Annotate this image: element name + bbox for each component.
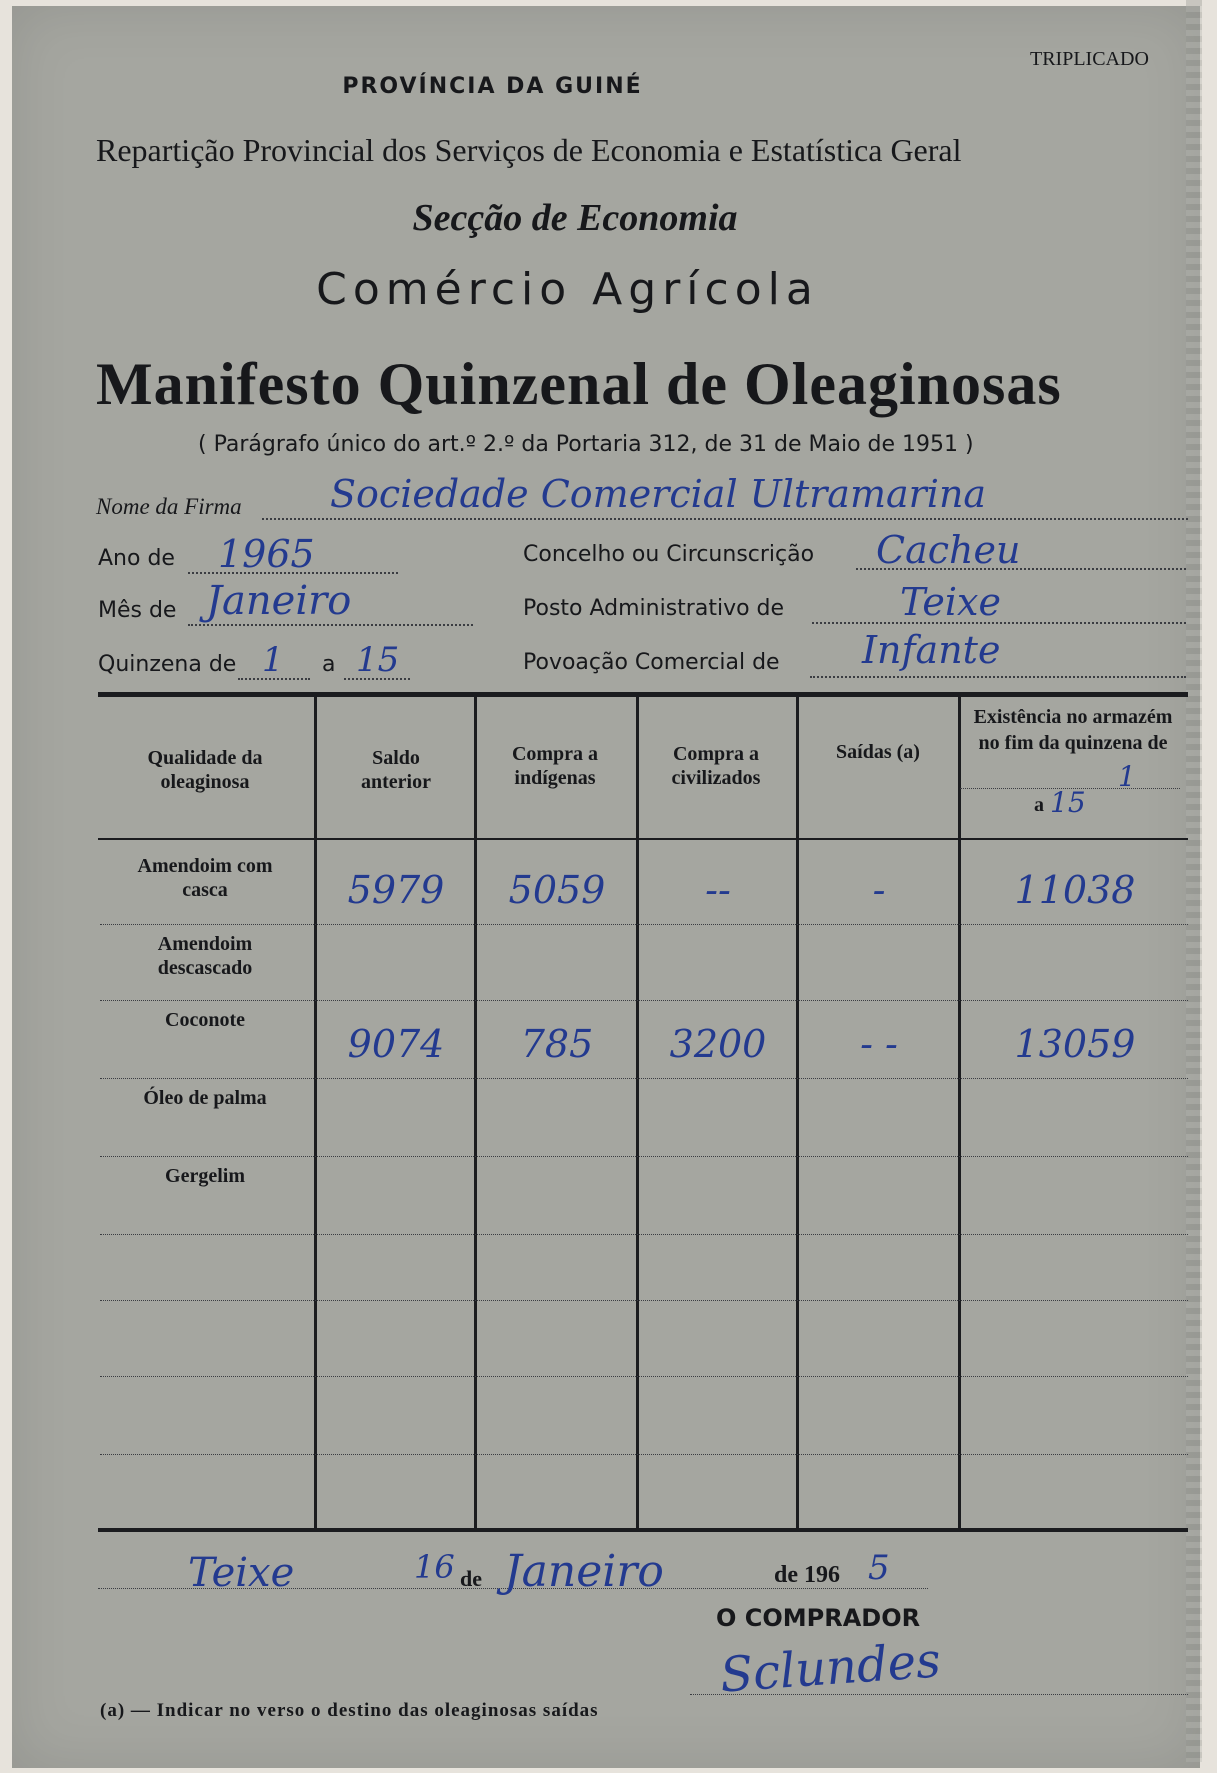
section-title: Secção de Economia bbox=[412, 197, 738, 239]
cell-stock: 13059 bbox=[1014, 1022, 1136, 1066]
settlement-label: Povoação Comercial de bbox=[523, 650, 780, 675]
admin-post-value: Teixe bbox=[900, 580, 1001, 624]
row-divider bbox=[100, 1234, 1188, 1235]
cell-balance: 5979 bbox=[347, 868, 445, 912]
firm-line bbox=[262, 518, 1188, 520]
header-quality: Qualidade da oleaginosa bbox=[147, 747, 263, 793]
header-outgoing: Saídas (a) bbox=[836, 741, 920, 763]
copy-label: TRIPLICADO bbox=[1030, 48, 1149, 70]
column-divider bbox=[314, 697, 317, 1528]
row-divider bbox=[100, 1078, 1188, 1079]
year-prefix: de 196 bbox=[774, 1562, 840, 1588]
row-product-label: Amendoim com casca bbox=[137, 855, 273, 901]
header-stock-from: 1 bbox=[1118, 760, 1136, 793]
firm-label: Nome da Firma bbox=[96, 494, 242, 519]
day-de-label: de bbox=[460, 1566, 482, 1591]
fortnight-from-value: 1 bbox=[262, 640, 284, 680]
footnote: (a) — Indicar no verso o destino das oleaginosas saídas bbox=[100, 1700, 599, 1721]
page-title: Manifesto Quinzenal de Oleaginosas bbox=[96, 351, 1062, 417]
cell-civilized: -- bbox=[705, 868, 731, 912]
header-stock: Existência no armazém no fim da quinzena de bbox=[973, 706, 1173, 754]
department-title: Repartição Provincial dos Serviços de Economia e Estatística Geral bbox=[96, 132, 962, 168]
cell-civilized: 3200 bbox=[669, 1022, 767, 1066]
row-divider bbox=[100, 1376, 1188, 1377]
day-value: 16 bbox=[414, 1548, 455, 1586]
torn-edge bbox=[1186, 0, 1202, 1762]
footer-month-value: Janeiro bbox=[504, 1546, 664, 1597]
cell-balance: 9074 bbox=[347, 1022, 445, 1066]
page-subtitle: Comércio Agrícola bbox=[316, 264, 819, 315]
fortnight-to-value: 15 bbox=[356, 640, 400, 680]
settlement-line bbox=[810, 676, 1186, 678]
row-divider bbox=[100, 1156, 1188, 1157]
row-product-label: Gergelim bbox=[165, 1165, 245, 1187]
cell-stock: 11038 bbox=[1014, 868, 1136, 912]
year-value: 1965 bbox=[218, 532, 315, 576]
place-value: Teixe bbox=[188, 1550, 295, 1596]
header-stock-mid: a bbox=[1034, 794, 1044, 816]
legal-reference: ( Parágrafo único do art.º 2.º da Portaria 312, de 31 de Maio de 1951 ) bbox=[198, 432, 974, 457]
row-product-label: Coconote bbox=[165, 1009, 245, 1031]
cell-outgoing: - bbox=[872, 868, 886, 912]
row-divider bbox=[100, 924, 1188, 925]
header-stock-to: 15 bbox=[1050, 786, 1086, 819]
column-divider bbox=[958, 697, 961, 1528]
column-divider bbox=[474, 697, 477, 1528]
month-line bbox=[188, 624, 473, 626]
column-divider bbox=[636, 697, 639, 1528]
province-title: PROVÍNCIA DA GUINÉ bbox=[342, 74, 643, 99]
cell-indigenous: 5059 bbox=[508, 868, 606, 912]
row-product-label: Óleo de palma bbox=[143, 1087, 267, 1109]
row-product-label: Amendoim descascado bbox=[157, 933, 253, 979]
admin-post-label: Posto Administrativo de bbox=[523, 596, 785, 621]
header-civilized: Compra a civilizados bbox=[671, 743, 761, 789]
year-suffix: 5 bbox=[868, 1548, 890, 1588]
year-label: Ano de bbox=[98, 546, 175, 571]
fortnight-label: Quinzena de bbox=[98, 652, 237, 677]
column-divider bbox=[796, 697, 799, 1528]
fortnight-mid-label: a bbox=[322, 652, 336, 677]
header-indigenous: Compra a indígenas bbox=[511, 743, 599, 789]
table-bottom-rule bbox=[98, 1528, 1188, 1532]
row-divider bbox=[100, 1000, 1188, 1001]
firm-value: Sociedade Comercial Ultramarina bbox=[330, 472, 987, 516]
month-label: Mês de bbox=[98, 598, 177, 623]
municipality-label: Concelho ou Circunscrição bbox=[523, 542, 815, 567]
cell-outgoing: - - bbox=[860, 1022, 898, 1066]
month-value: Janeiro bbox=[206, 578, 352, 624]
row-divider bbox=[100, 1454, 1188, 1455]
cell-indigenous: 785 bbox=[520, 1022, 594, 1066]
buyer-label: O COMPRADOR bbox=[716, 1604, 921, 1632]
settlement-value: Infante bbox=[862, 628, 1001, 672]
header-bottom-rule bbox=[98, 838, 1188, 840]
municipality-value: Cacheu bbox=[876, 528, 1021, 572]
row-divider bbox=[100, 1300, 1188, 1301]
table-top-rule bbox=[98, 692, 1188, 697]
header-balance: Saldo anterior bbox=[361, 747, 431, 793]
buyer-signature: Sclundes bbox=[718, 1632, 943, 1704]
